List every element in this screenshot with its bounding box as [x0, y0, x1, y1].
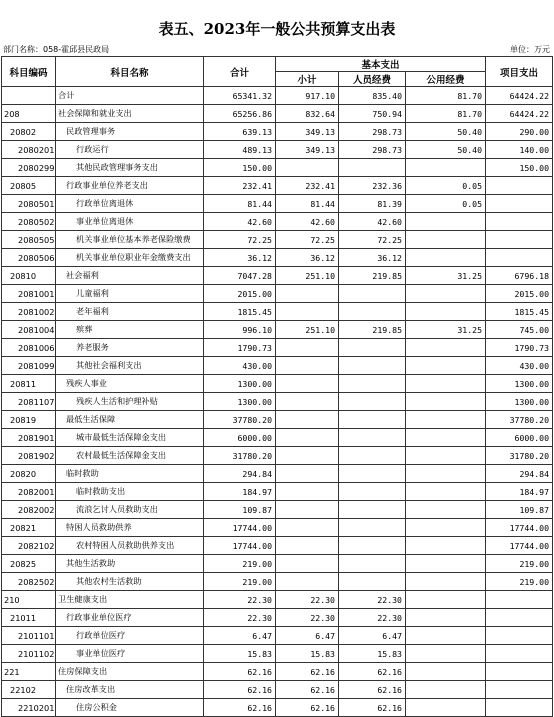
cell-code: 20810: [2, 267, 56, 285]
cell-public: [406, 609, 486, 627]
cell-public: [406, 537, 486, 555]
table-row: [2, 321, 553, 339]
cell-public: [406, 411, 486, 429]
cell-public: 81.70: [406, 87, 486, 105]
cell-code: 2101102: [2, 645, 56, 663]
cell-subtotal: [276, 303, 339, 321]
cell-total: 72.25: [204, 231, 276, 249]
cell-code: 21011: [2, 609, 56, 627]
cell-personnel: 62.16: [339, 699, 406, 717]
table-row: [2, 429, 553, 447]
table-row: [2, 105, 553, 123]
table-row: [2, 447, 553, 465]
cell-subtotal: [276, 555, 339, 573]
table-row: [2, 663, 553, 681]
cell-project: 150.00: [486, 159, 553, 177]
cell-project: 31780.20: [486, 447, 553, 465]
cell-personnel: 42.60: [339, 213, 406, 231]
cell-total: 6000.00: [204, 429, 276, 447]
cell-project: 290.00: [486, 123, 553, 141]
cell-total: 22.30: [204, 609, 276, 627]
table-row: [2, 393, 553, 411]
cell-name: 民政管理事务: [56, 123, 204, 141]
cell-public: [406, 699, 486, 717]
cell-project: [486, 195, 553, 213]
table-row: [2, 681, 553, 699]
cell-code: 20820: [2, 465, 56, 483]
cell-personnel: [339, 483, 406, 501]
cell-total: 15.83: [204, 645, 276, 663]
cell-name: 事业单位离退休: [56, 213, 204, 231]
table-row: [2, 249, 553, 267]
cell-total: 81.44: [204, 195, 276, 213]
table-row: [2, 465, 553, 483]
cell-total: 62.16: [204, 681, 276, 699]
cell-name: 住房公积金: [56, 699, 204, 717]
cell-code: 20802: [2, 123, 56, 141]
cell-subtotal: [276, 375, 339, 393]
cell-name: 行政事业单位医疗: [56, 609, 204, 627]
cell-code: 2082001: [2, 483, 56, 501]
cell-project: 294.84: [486, 465, 553, 483]
cell-project: [486, 249, 553, 267]
department-label: 部门名称：058-霍邱县民政局: [3, 45, 110, 54]
cell-public: [406, 357, 486, 375]
page-title: 表五、2023年一般公共预算支出表: [158, 20, 396, 38]
cell-total: 31780.20: [204, 447, 276, 465]
table-row: [2, 339, 553, 357]
cell-code: 2081002: [2, 303, 56, 321]
cell-code: 2080501: [2, 195, 56, 213]
cell-subtotal: [276, 429, 339, 447]
table-row: [2, 141, 553, 159]
cell-personnel: [339, 159, 406, 177]
table-row: [2, 627, 553, 645]
cell-public: 50.40: [406, 141, 486, 159]
cell-code: 2080505: [2, 231, 56, 249]
cell-project: 1790.73: [486, 339, 553, 357]
cell-total: 219.00: [204, 555, 276, 573]
cell-public: [406, 645, 486, 663]
cell-project: [486, 177, 553, 195]
cell-project: 219.00: [486, 555, 553, 573]
cell-name: 殡葬: [56, 321, 204, 339]
cell-subtotal: 22.30: [276, 609, 339, 627]
cell-project: [486, 681, 553, 699]
cell-subtotal: [276, 285, 339, 303]
cell-code: 20811: [2, 375, 56, 393]
budget-expenditure-table: [1, 56, 553, 717]
cell-public: [406, 231, 486, 249]
cell-name: 城市最低生活保障金支出: [56, 429, 204, 447]
cell-project: 64424.22: [486, 87, 553, 105]
cell-subtotal: [276, 501, 339, 519]
cell-name: 其他农村生活救助: [56, 573, 204, 591]
cell-total: 232.41: [204, 177, 276, 195]
cell-total: 36.12: [204, 249, 276, 267]
cell-name: 养老服务: [56, 339, 204, 357]
cell-personnel: [339, 303, 406, 321]
cell-code: [2, 87, 56, 105]
cell-code: 2081006: [2, 339, 56, 357]
table-row: [2, 537, 553, 555]
cell-total: 109.87: [204, 501, 276, 519]
table-row: [2, 285, 553, 303]
cell-project: 140.00: [486, 141, 553, 159]
cell-public: [406, 663, 486, 681]
cell-personnel: 36.12: [339, 249, 406, 267]
table-row: [2, 411, 553, 429]
cell-total: 219.00: [204, 573, 276, 591]
cell-total: 996.10: [204, 321, 276, 339]
cell-project: 219.00: [486, 573, 553, 591]
cell-public: [406, 447, 486, 465]
cell-name: 残疾人生活和护理补贴: [56, 393, 204, 411]
cell-total: 1300.00: [204, 375, 276, 393]
cell-subtotal: [276, 573, 339, 591]
cell-project: [486, 645, 553, 663]
table-row: [2, 357, 553, 375]
cell-personnel: [339, 501, 406, 519]
cell-code: 2081099: [2, 357, 56, 375]
table-row: [2, 303, 553, 321]
cell-code: 2082502: [2, 573, 56, 591]
cell-subtotal: 917.10: [276, 87, 339, 105]
cell-project: 17744.00: [486, 519, 553, 537]
cell-total: 65256.86: [204, 105, 276, 123]
table-row: [2, 645, 553, 663]
cell-public: [406, 573, 486, 591]
header-basic: 基本支出: [276, 57, 486, 72]
cell-project: 37780.20: [486, 411, 553, 429]
table-row: [2, 123, 553, 141]
cell-personnel: [339, 465, 406, 483]
cell-personnel: [339, 393, 406, 411]
cell-code: 2101101: [2, 627, 56, 645]
cell-code: 2210201: [2, 699, 56, 717]
cell-total: 1300.00: [204, 393, 276, 411]
cell-public: [406, 375, 486, 393]
cell-personnel: 298.73: [339, 141, 406, 159]
cell-total: 294.84: [204, 465, 276, 483]
cell-project: 17744.00: [486, 537, 553, 555]
cell-subtotal: 36.12: [276, 249, 339, 267]
cell-code: 2080502: [2, 213, 56, 231]
table-row: [2, 267, 553, 285]
header-personnel: 人员经费: [339, 72, 406, 87]
cell-project: [486, 213, 553, 231]
cell-name: 流浪乞讨人员救助支出: [56, 501, 204, 519]
cell-public: [406, 483, 486, 501]
table-row: [2, 213, 553, 231]
cell-personnel: [339, 285, 406, 303]
table-row: [2, 483, 553, 501]
cell-name: 临时救助支出: [56, 483, 204, 501]
cell-code: 2080299: [2, 159, 56, 177]
cell-name: 农村最低生活保障金支出: [56, 447, 204, 465]
cell-code: 2082102: [2, 537, 56, 555]
table-header: [2, 57, 553, 87]
cell-name: 事业单位医疗: [56, 645, 204, 663]
cell-total: 62.16: [204, 663, 276, 681]
header-code: 科目编码: [2, 57, 56, 87]
cell-public: 50.40: [406, 123, 486, 141]
cell-personnel: [339, 519, 406, 537]
cell-public: [406, 591, 486, 609]
table-row: [2, 159, 553, 177]
cell-name: 合计: [56, 87, 204, 105]
cell-subtotal: 15.83: [276, 645, 339, 663]
cell-code: 22102: [2, 681, 56, 699]
cell-public: [406, 285, 486, 303]
table-row: [2, 519, 553, 537]
cell-subtotal: [276, 357, 339, 375]
cell-code: 210: [2, 591, 56, 609]
cell-personnel: [339, 429, 406, 447]
cell-personnel: 22.30: [339, 591, 406, 609]
table-row: [2, 555, 553, 573]
cell-personnel: [339, 447, 406, 465]
cell-project: 2015.00: [486, 285, 553, 303]
cell-total: 2015.00: [204, 285, 276, 303]
unit-label: 单位：万元: [510, 45, 550, 54]
cell-total: 7047.28: [204, 267, 276, 285]
cell-total: 17744.00: [204, 519, 276, 537]
cell-project: 1300.00: [486, 393, 553, 411]
cell-project: [486, 231, 553, 249]
header-project: 项目支出: [486, 57, 553, 87]
cell-personnel: 232.36: [339, 177, 406, 195]
cell-public: [406, 159, 486, 177]
cell-code: 20821: [2, 519, 56, 537]
cell-public: [406, 555, 486, 573]
cell-subtotal: [276, 447, 339, 465]
cell-project: 109.87: [486, 501, 553, 519]
table-row: [2, 609, 553, 627]
cell-total: 65341.32: [204, 87, 276, 105]
cell-public: 31.25: [406, 321, 486, 339]
table-row: [2, 195, 553, 213]
cell-name: 住房保障支出: [56, 663, 204, 681]
cell-subtotal: 349.13: [276, 141, 339, 159]
cell-project: [486, 591, 553, 609]
cell-subtotal: 349.13: [276, 123, 339, 141]
cell-total: 37780.20: [204, 411, 276, 429]
cell-total: 6.47: [204, 627, 276, 645]
cell-public: 0.05: [406, 177, 486, 195]
cell-total: 42.60: [204, 213, 276, 231]
cell-name: 行政运行: [56, 141, 204, 159]
cell-project: 6796.18: [486, 267, 553, 285]
cell-subtotal: 22.30: [276, 591, 339, 609]
cell-personnel: [339, 573, 406, 591]
cell-code: 2080506: [2, 249, 56, 267]
cell-project: [486, 627, 553, 645]
cell-public: 0.05: [406, 195, 486, 213]
cell-name: 机关事业单位职业年金缴费支出: [56, 249, 204, 267]
cell-personnel: 72.25: [339, 231, 406, 249]
cell-subtotal: [276, 519, 339, 537]
cell-project: 745.00: [486, 321, 553, 339]
cell-personnel: 835.40: [339, 87, 406, 105]
cell-personnel: 22.30: [339, 609, 406, 627]
header-public: 公用经费: [406, 72, 486, 87]
cell-project: 1300.00: [486, 375, 553, 393]
cell-project: [486, 699, 553, 717]
cell-total: 62.16: [204, 699, 276, 717]
cell-personnel: [339, 375, 406, 393]
table-row: [2, 573, 553, 591]
cell-code: 2081107: [2, 393, 56, 411]
cell-subtotal: [276, 159, 339, 177]
table-row: [2, 501, 553, 519]
cell-name: 农村特困人员救助供养支出: [56, 537, 204, 555]
cell-name: 住房改革支出: [56, 681, 204, 699]
cell-personnel: 219.85: [339, 321, 406, 339]
cell-personnel: 15.83: [339, 645, 406, 663]
cell-code: 2081004: [2, 321, 56, 339]
cell-subtotal: 232.41: [276, 177, 339, 195]
table-row: [2, 375, 553, 393]
cell-subtotal: [276, 465, 339, 483]
cell-code: 20819: [2, 411, 56, 429]
cell-public: [406, 627, 486, 645]
cell-total: 22.30: [204, 591, 276, 609]
cell-total: 1790.73: [204, 339, 276, 357]
cell-name: 其他生活救助: [56, 555, 204, 573]
cell-project: 6000.00: [486, 429, 553, 447]
cell-subtotal: 832.64: [276, 105, 339, 123]
table-row: [2, 699, 553, 717]
cell-personnel: 81.39: [339, 195, 406, 213]
cell-personnel: [339, 537, 406, 555]
cell-public: [406, 429, 486, 447]
cell-code: 2081001: [2, 285, 56, 303]
cell-subtotal: 72.25: [276, 231, 339, 249]
cell-personnel: 62.16: [339, 663, 406, 681]
cell-personnel: 219.85: [339, 267, 406, 285]
header-total: 合计: [204, 57, 276, 87]
table-row: [2, 87, 553, 105]
cell-code: 208: [2, 105, 56, 123]
cell-name: 社会福利: [56, 267, 204, 285]
table-row: [2, 591, 553, 609]
header-subtotal: 小计: [276, 72, 339, 87]
table-body: [2, 87, 553, 717]
cell-public: [406, 213, 486, 231]
cell-subtotal: [276, 537, 339, 555]
cell-public: [406, 393, 486, 411]
table-row: [2, 231, 553, 249]
cell-subtotal: 42.60: [276, 213, 339, 231]
cell-project: 184.97: [486, 483, 553, 501]
cell-code: 2080201: [2, 141, 56, 159]
cell-personnel: 750.94: [339, 105, 406, 123]
cell-name: 老年福利: [56, 303, 204, 321]
cell-total: 150.00: [204, 159, 276, 177]
cell-subtotal: [276, 393, 339, 411]
cell-subtotal: [276, 411, 339, 429]
table-row: [2, 177, 553, 195]
cell-subtotal: [276, 339, 339, 357]
cell-total: 639.13: [204, 123, 276, 141]
cell-name: 行政单位医疗: [56, 627, 204, 645]
cell-name: 临时救助: [56, 465, 204, 483]
cell-public: [406, 249, 486, 267]
cell-code: 2082002: [2, 501, 56, 519]
cell-name: 儿童福利: [56, 285, 204, 303]
cell-personnel: [339, 555, 406, 573]
cell-project: 64424.22: [486, 105, 553, 123]
cell-subtotal: 81.44: [276, 195, 339, 213]
cell-project: 1815.45: [486, 303, 553, 321]
cell-subtotal: 62.16: [276, 681, 339, 699]
cell-total: 184.97: [204, 483, 276, 501]
cell-public: [406, 339, 486, 357]
cell-name: 社会保障和就业支出: [56, 105, 204, 123]
cell-project: [486, 609, 553, 627]
cell-subtotal: 62.16: [276, 663, 339, 681]
cell-name: 残疾人事业: [56, 375, 204, 393]
cell-name: 机关事业单位基本养老保险缴费: [56, 231, 204, 249]
cell-code: 20825: [2, 555, 56, 573]
cell-personnel: [339, 357, 406, 375]
cell-code: 2081901: [2, 429, 56, 447]
cell-total: 17744.00: [204, 537, 276, 555]
cell-subtotal: 62.16: [276, 699, 339, 717]
cell-name: 其他民政管理事务支出: [56, 159, 204, 177]
cell-subtotal: [276, 483, 339, 501]
cell-public: [406, 501, 486, 519]
cell-public: [406, 303, 486, 321]
cell-subtotal: 251.10: [276, 267, 339, 285]
cell-project: [486, 663, 553, 681]
cell-public: [406, 519, 486, 537]
cell-total: 430.00: [204, 357, 276, 375]
cell-personnel: 6.47: [339, 627, 406, 645]
cell-subtotal: 6.47: [276, 627, 339, 645]
cell-personnel: [339, 339, 406, 357]
cell-code: 20805: [2, 177, 56, 195]
cell-name: 其他社会福利支出: [56, 357, 204, 375]
cell-name: 卫生健康支出: [56, 591, 204, 609]
cell-public: [406, 465, 486, 483]
cell-subtotal: 251.10: [276, 321, 339, 339]
cell-personnel: [339, 411, 406, 429]
header-name: 科目名称: [56, 57, 204, 87]
cell-personnel: 62.16: [339, 681, 406, 699]
cell-total: 1815.45: [204, 303, 276, 321]
cell-project: 430.00: [486, 357, 553, 375]
cell-personnel: 298.73: [339, 123, 406, 141]
cell-code: 2081902: [2, 447, 56, 465]
cell-total: 489.13: [204, 141, 276, 159]
cell-name: 行政事业单位养老支出: [56, 177, 204, 195]
cell-public: 81.70: [406, 105, 486, 123]
cell-public: [406, 681, 486, 699]
cell-name: 特困人员救助供养: [56, 519, 204, 537]
cell-code: 221: [2, 663, 56, 681]
cell-public: 31.25: [406, 267, 486, 285]
cell-name: 行政单位离退休: [56, 195, 204, 213]
cell-name: 最低生活保障: [56, 411, 204, 429]
